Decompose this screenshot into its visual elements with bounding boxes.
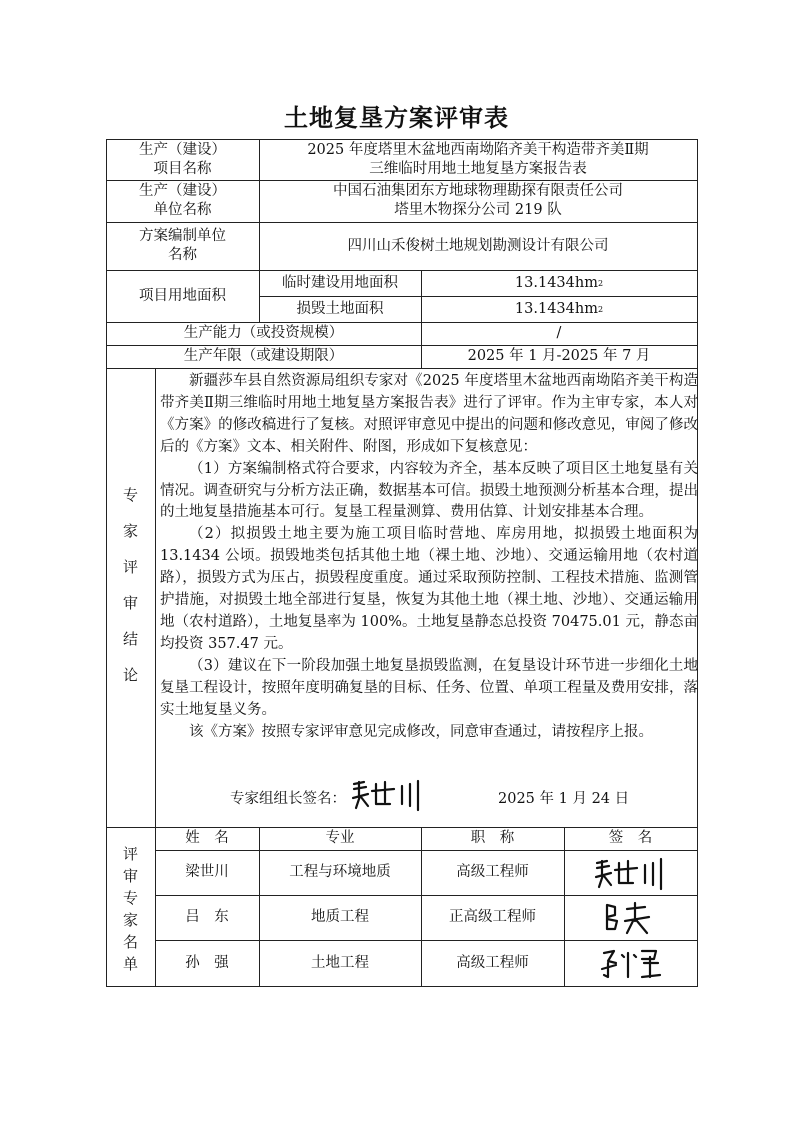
conclusion-label: 专 家 评 审 结 论 [122,486,138,684]
sign-date: 2025 年 1 月 24 日 [498,791,630,807]
signature-drawing [350,776,425,814]
expert-title: 高级工程师 [456,954,529,971]
header-title: 职 称 [470,830,515,846]
conclusion-text [160,371,698,743]
unit-name-value: 中国石油集团东方地球物理勘探有限责任公司 塔里木物探分公司 219 队 [333,183,623,218]
page-title: 土地复垦方案评审表 [284,104,509,132]
unit-name-label: 生产（建设） 单位名称 [139,183,226,218]
capacity-value: / [556,325,562,341]
leader-signature [350,776,425,814]
expert-title: 高级工程师 [456,864,529,880]
signature-drawing [591,853,671,893]
conclusion-paragraph: 新疆莎车县自然资源局组织专家对《2025 年度塔里木盆地西南坳陷齐美干构造带齐美Ⅱ期三维临时用地土地复垦方案报告表》进行了评审。作为主审专家，本人对《方案》的修改稿进行了复核。对照评审意见中提出的问题和修改意见，审阅了修改后的《方案》文本、相关附件、附图，形成如下复核意见： [160,373,698,455]
header-signature: 签 名 [608,830,653,846]
header-name: 姓 名 [185,830,229,846]
expert-name: 梁世川 [185,864,229,880]
expert-signature-2 [564,895,697,940]
temp-area-label: 临时建设用地面积 [282,274,398,291]
period-label: 生产年限（或建设期限） [183,348,344,364]
header-major: 专业 [325,830,355,846]
signature-drawing [598,943,664,983]
expert-title: 正高级工程师 [449,909,536,925]
conclusion-paragraph: （1）方案编制格式符合要求，内容较为齐全，基本反映了项目区土地复垦有关情况。调查研究与分析方法正确，数据基本可信。损毁土地预测分析基本合理，提出的土地复垦措施基本可行。复垦工程量测算、费用估算、计划安排基本合理。 [160,460,698,521]
expert-name: 孙 强 [185,954,229,971]
expert-major: 工程与环境地质 [289,864,391,880]
signature-drawing [601,899,661,937]
expert-major: 地质工程 [311,909,369,925]
expert-major: 土地工程 [311,954,369,971]
period-value: 2025 年 1 月-2025 年 7 月 [467,348,651,364]
experts-label: 评 审 专 家 名 单 [122,845,138,973]
temp-area-value: 13.1434hm 2 [514,274,604,291]
conclusion-paragraph: （2）拟损毁土地主要为施工项目临时营地、库房用地，拟损毁土地面积为 13.1434 公顷。损毁地类包括其他土地（裸土地、沙地）、交通运输用地（农村道路），损毁方式为压占，损毁程度重度。通过采取预防控制、工程技术措施、监测管护措施，对损毁土地全部进行复垦，恢复为其他土地（裸土地、沙地）、交通运输用地（农村道路），土地复垦率为 100%。土地复垦静态总投资 70475.01 元，静态亩均投资 357.47 元。 [160,526,698,652]
compiler-value: 四川山禾俊树土地规划勘测设计有限公司 [347,237,609,254]
area-label: 项目用地面积 [139,287,226,304]
expert-signature-1 [564,850,697,895]
damage-area-label: 损毁土地面积 [296,300,384,317]
project-name-label: 生产（建设） 项目名称 [139,141,226,177]
damage-area-value: 13.1434hm 2 [514,300,604,317]
expert-signature-3 [564,940,697,986]
compiler-label: 方案编制单位 名称 [139,228,226,263]
project-name-value: 2025 年度塔里木盆地西南坳陷齐美干构造带齐美Ⅱ期 三维临时用地土地复垦方案报告表 [307,141,649,177]
conclusion-paragraph: 该《方案》按照专家评审意见完成修改，同意审查通过，请按程序上报。 [189,723,653,740]
sign-label: 专家组组长签名： [230,791,346,807]
capacity-label: 生产能力（或投资规模） [183,325,344,341]
conclusion-paragraph: （3）建议在下一阶段加强土地复垦损毁监测，在复垦设计环节进一步细化土地复垦工程设计，按照年度明确复垦的目标、任务、位置、单项工程量及费用安排，落实土地复垦义务。 [160,657,698,718]
expert-name: 吕 东 [185,909,229,925]
